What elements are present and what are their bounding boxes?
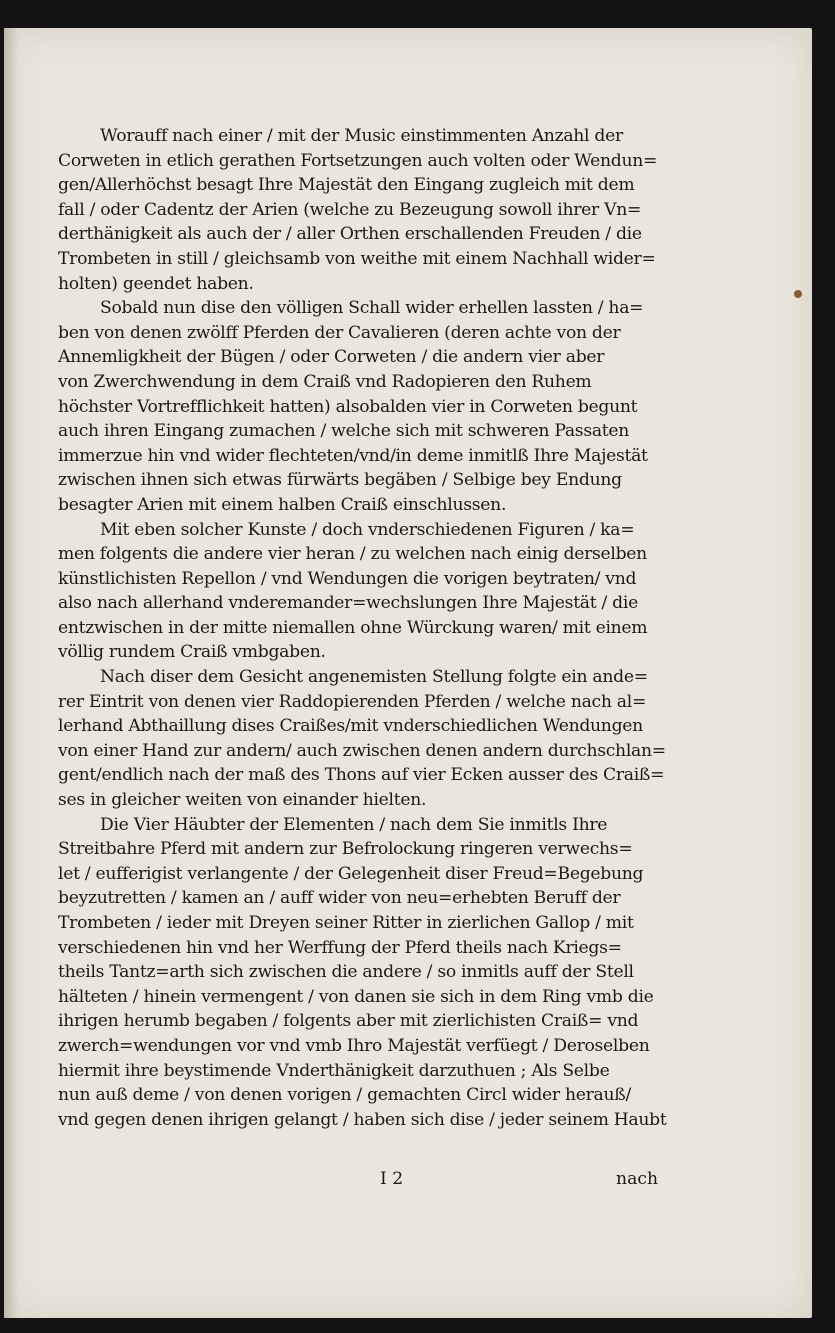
text-line: zwerch=wendungen vor vnd vmb Ihro Majestät verfüegt / Deroselben [58,1035,650,1056]
text-line: also nach allerhand vnderemander=wechslungen Ihre Majestät / die [58,593,638,614]
text-line: Trombeten / ieder mit Dreyen seiner Ritter in zierlichen Gallop / mit [58,913,634,933]
text-line: ben von denen zwölff Pferden der Cavalieren (deren achte von der [58,322,621,343]
text-line: hälteten / hinein vermengent / von danen sie sich in dem Ring vmb die [58,986,654,1007]
text-line: gen/Allerhöchst besagt Ihre Majestät den Eingang zugleich mit dem [58,175,635,196]
text-line: Die Vier Häubter der Elementen / nach dem Sie inmitls Ihre [100,814,608,835]
text-line: Annemligkheit der Bügen / oder Corweten / die andern vier aber [58,347,605,368]
text-line: von einer Hand zur andern/ auch zwischen denen andern durchschlan= [58,740,666,761]
text-line: men folgents die andere vier heran / zu welchen nach einig derselben [58,544,647,565]
text-line: Trombeten in still / gleichsamb von weithe mit einem Nachhall wider= [58,248,656,269]
text-line: fall / oder Cadentz der Arien (welche zu Bezeugung sowoll ihrer Vn= [58,199,642,220]
text-line: nun auß deme / von denen vorigen / gemachten Circl wider herauß/ [58,1085,631,1106]
text-line: höchster Vortrefflichkeit hatten) alsobalden vier in Corweten begunt [58,396,638,417]
text-line: auch ihren Eingang zumachen / welche sich mit schweren Passaten [58,421,630,442]
text-line: künstlichisten Repellon / vnd Wendungen die vorigen beytraten/ vnd [58,568,637,589]
text-line: Worauff nach einer / mit der Music einstimmenten Anzahl der [100,126,623,146]
ink-stain [794,290,802,298]
text-line: ihrigen herumb begaben / folgents aber mit zierlichisten Craiß= vnd [58,1011,639,1032]
text-line: zwischen ihnen sich etwas fürwärts begäben / Selbige bey Endung [58,470,622,491]
text-line: besagter Arien mit einem halben Craiß einschlussen. [58,494,507,515]
text-line: Sobald nun dise den völligen Schall wider erhellen lassten / ha= [100,298,644,319]
text-line: beyzutretten / kamen an / auff wider von neu=erhebten Beruff der [58,888,621,909]
book-page [4,28,812,1318]
text-line: von Zwerchwendung in dem Craiß vnd Radopieren den Ruhem [58,371,592,392]
text-line: entzwischen in der mitte niemallen ohne Würckung waren/ mit einem [58,617,648,638]
text-line: immerzue hin vnd wider flechteten/vnd/in deme inmitlß Ihre Majestät [58,445,648,466]
text-line: lerhand Abthaillung dises Craißes/mit vnderschiedlichen Wendungen [58,716,643,737]
text-line: Corweten in etlich gerathen Fortsetzungen auch volten oder Wendun= [58,150,658,171]
signature-mark: I 2 [380,1169,404,1189]
text-line: Mit eben solcher Kunste / doch vnderschiedenen Figuren / ka= [100,519,635,540]
text-line: let / eufferigist verlangente / der Gelegenheit diser Freud=Begebung [58,863,644,884]
text-line: ses in gleicher weiten von einander hielten. [58,790,427,811]
catchword: nach [616,1169,659,1189]
text-line: Nach diser dem Gesicht angenemisten Stellung folgte ein ande= [100,667,648,688]
body-text [58,124,683,1132]
text-line: theils Tantz=arth sich zwischen die andere / so inmitls auff der Stell [58,962,634,983]
text-line: hiermit ihre beystimende Vnderthänigkeit darzuthuen ; Als Selbe [58,1060,610,1081]
text-line: rer Eintrit von denen vier Raddopierenden Pferden / welche nach al= [58,691,647,712]
page-gutter-shadow [4,28,18,1318]
page-footer [58,1169,683,1195]
text-line: verschiedenen hin vnd her Werffung der Pferd theils nach Kriegs= [58,937,622,958]
text-line: derthänigkeit als auch der / aller Orthen erschallenden Freuden / die [58,224,642,245]
text-line: holten) geendet haben. [58,273,254,294]
text-line: gent/endlich nach der maß des Thons auf vier Ecken ausser des Craiß= [58,765,665,786]
text-line: völlig rundem Craiß vmbgaben. [58,642,326,663]
text-line: Streitbahre Pferd mit andern zur Befrolockung ringeren verwechs= [58,839,633,860]
text-line: vnd gegen denen ihrigen gelangt / haben sich dise / jeder seinem Haubt [58,1109,667,1130]
